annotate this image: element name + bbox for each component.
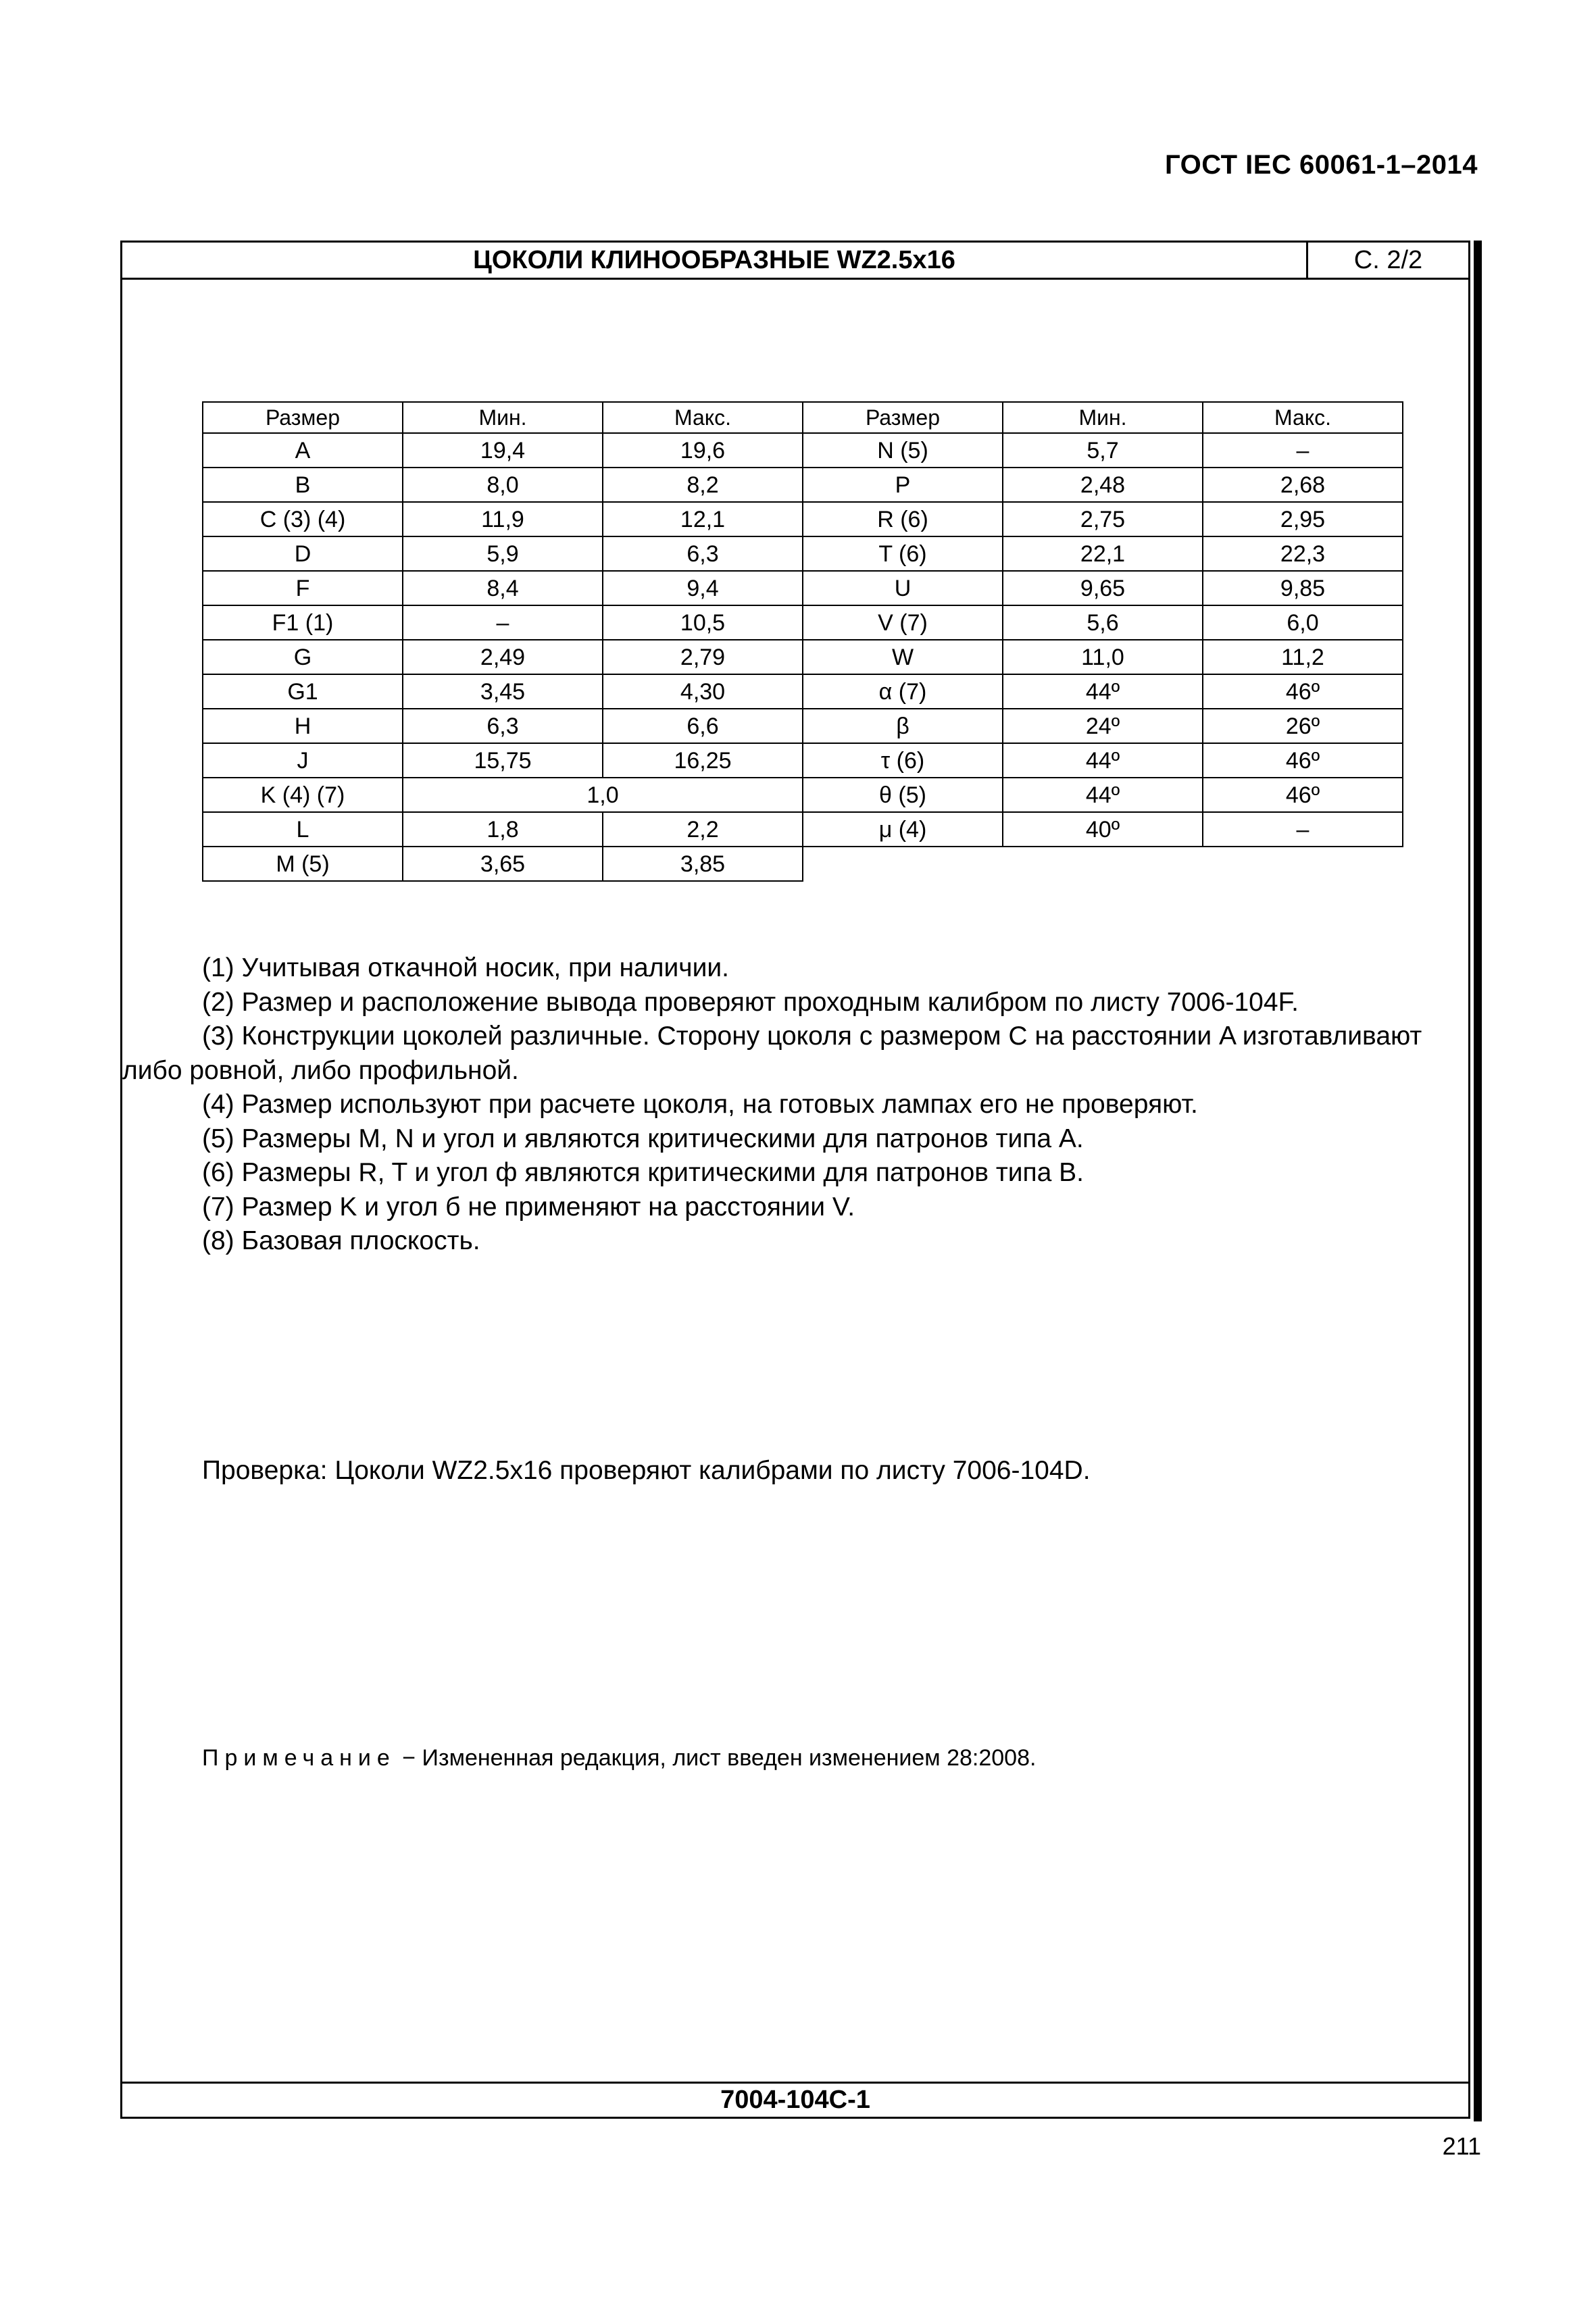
table-cell: 22,1 bbox=[1003, 536, 1203, 571]
table-cell: 46º bbox=[1203, 778, 1403, 812]
column-header: Размер bbox=[803, 402, 1003, 433]
table-cell: 6,0 bbox=[1203, 605, 1403, 640]
table-cell: 11,2 bbox=[1203, 640, 1403, 674]
footnote: (5) Размеры M, N и угол и являются критическими для патронов типа A. bbox=[202, 1124, 1084, 1153]
table-cell bbox=[1203, 847, 1403, 881]
table-cell: 12,1 bbox=[603, 502, 803, 536]
table-row bbox=[203, 571, 1403, 605]
footnote: (3) Конструкции цоколей различные. Сторону цоколя с размером C на расстоянии A изготавливают bbox=[202, 1022, 1422, 1051]
dimensions-table bbox=[202, 401, 1403, 882]
footnote: (1) Учитывая откачной носик, при наличии. bbox=[202, 953, 729, 982]
table-cell: W bbox=[803, 640, 1003, 674]
table-cell: 6,3 bbox=[603, 536, 803, 571]
table-row bbox=[203, 536, 1403, 571]
column-header: Макс. bbox=[1203, 402, 1403, 433]
table-row bbox=[203, 743, 1403, 778]
verification-text: Проверка: Цоколи WZ2.5x16 проверяют калибрами по листу 7006-104D. bbox=[202, 1456, 1091, 1485]
table-cell: G bbox=[203, 640, 403, 674]
footnote: (7) Размер K и угол б не применяют на расстоянии V. bbox=[202, 1192, 855, 1222]
table-cell: K (4) (7) bbox=[203, 778, 403, 812]
table-row bbox=[203, 709, 1403, 743]
page-number: 211 bbox=[1442, 2132, 1481, 2160]
table-cell: 22,3 bbox=[1203, 536, 1403, 571]
table-cell: D bbox=[203, 536, 403, 571]
table-cell: A bbox=[203, 433, 403, 468]
table-cell: 19,4 bbox=[403, 433, 603, 468]
table-row bbox=[203, 812, 1403, 847]
table-cell: 2,49 bbox=[403, 640, 603, 674]
remark-text: − Измененная редакция, лист введен изменением 28:2008. bbox=[395, 1745, 1037, 1771]
table-row bbox=[203, 502, 1403, 536]
table-cell: V (7) bbox=[803, 605, 1003, 640]
table-cell: – bbox=[403, 605, 603, 640]
footnote: (4) Размер используют при расчете цоколя, на готовых лампах его не проверяют. bbox=[202, 1090, 1198, 1119]
table-cell: C (3) (4) bbox=[203, 502, 403, 536]
table-cell: P bbox=[803, 468, 1003, 502]
table-cell: 11,0 bbox=[1003, 640, 1203, 674]
table-row bbox=[203, 674, 1403, 709]
remark-label: Примечание bbox=[202, 1745, 396, 1771]
footnotes bbox=[122, 951, 1468, 1259]
table-cell: F1 (1) bbox=[203, 605, 403, 640]
table-cell: – bbox=[1203, 812, 1403, 847]
table-cell: 9,65 bbox=[1003, 571, 1203, 605]
table-cell: 2,95 bbox=[1203, 502, 1403, 536]
table-cell: τ (6) bbox=[803, 743, 1003, 778]
table-cell: 5,9 bbox=[403, 536, 603, 571]
column-header: Макс. bbox=[603, 402, 803, 433]
table-cell: 2,75 bbox=[1003, 502, 1203, 536]
document-code: ГОСТ IEC 60061-1–2014 bbox=[1164, 150, 1478, 180]
table-cell: G1 bbox=[203, 674, 403, 709]
table-header-row bbox=[203, 402, 1403, 433]
table-cell: μ (4) bbox=[803, 812, 1003, 847]
table-cell: 11,9 bbox=[403, 502, 603, 536]
footnote: (8) Базовая плоскость. bbox=[202, 1226, 480, 1255]
sheet-title-row bbox=[122, 243, 1468, 280]
table-cell: 6,6 bbox=[603, 709, 803, 743]
table-cell: L bbox=[203, 812, 403, 847]
table-row bbox=[203, 778, 1403, 812]
table-cell: 2,79 bbox=[603, 640, 803, 674]
sheet-number: 7004-104С-1 bbox=[122, 2082, 1468, 2117]
table-cell: β bbox=[803, 709, 1003, 743]
table-cell: θ (5) bbox=[803, 778, 1003, 812]
footnote: (6) Размеры R, T и угол ф являются критическими для патронов типа B. bbox=[202, 1158, 1084, 1187]
table-cell: U bbox=[803, 571, 1003, 605]
table-cell: 5,6 bbox=[1003, 605, 1203, 640]
table-cell: 2,48 bbox=[1003, 468, 1203, 502]
table-cell: 8,4 bbox=[403, 571, 603, 605]
table-cell: 15,75 bbox=[403, 743, 603, 778]
table-cell: 46º bbox=[1203, 743, 1403, 778]
table-cell: 44º bbox=[1003, 674, 1203, 709]
table-cell bbox=[803, 847, 1003, 881]
table-cell: 5,7 bbox=[1003, 433, 1203, 468]
table-cell: R (6) bbox=[803, 502, 1003, 536]
table-cell: 9,4 bbox=[603, 571, 803, 605]
footnote: (2) Размер и расположение вывода проверяют проходным калибром по листу 7006-104F. bbox=[202, 987, 1299, 1017]
table-row bbox=[203, 605, 1403, 640]
table-row bbox=[203, 468, 1403, 502]
table-cell: 8,2 bbox=[603, 468, 803, 502]
table-cell: T (6) bbox=[803, 536, 1003, 571]
column-header: Мин. bbox=[1003, 402, 1203, 433]
table-cell bbox=[1003, 847, 1203, 881]
table-cell: 3,65 bbox=[403, 847, 603, 881]
table-cell: 19,6 bbox=[603, 433, 803, 468]
table-cell: 46º bbox=[1203, 674, 1403, 709]
table-cell: α (7) bbox=[803, 674, 1003, 709]
table-cell: 9,85 bbox=[1203, 571, 1403, 605]
table-cell: B bbox=[203, 468, 403, 502]
column-header: Мин. bbox=[403, 402, 603, 433]
table-cell: 3,45 bbox=[403, 674, 603, 709]
table-cell: 2,2 bbox=[603, 812, 803, 847]
table-cell: F bbox=[203, 571, 403, 605]
table-cell: M (5) bbox=[203, 847, 403, 881]
column-header: Размер bbox=[203, 402, 403, 433]
sheet-page-indicator: С. 2/2 bbox=[1353, 245, 1423, 274]
remark bbox=[202, 1745, 1036, 1771]
table-row bbox=[203, 433, 1403, 468]
table-cell: 16,25 bbox=[603, 743, 803, 778]
sheet-frame bbox=[120, 241, 1470, 2119]
table-cell: 26º bbox=[1203, 709, 1403, 743]
frame-shadow bbox=[1474, 241, 1482, 2121]
sheet-title: ЦОКОЛИ КЛИНООБРАЗНЫЕ WZ2.5x16 bbox=[122, 243, 1308, 278]
table-cell: 44º bbox=[1003, 743, 1203, 778]
table-row bbox=[203, 847, 1403, 881]
table-row bbox=[203, 640, 1403, 674]
table-cell: N (5) bbox=[803, 433, 1003, 468]
table-cell: 1,0 bbox=[403, 778, 803, 812]
table-cell: 4,30 bbox=[603, 674, 803, 709]
table-cell: 40º bbox=[1003, 812, 1203, 847]
table-cell: J bbox=[203, 743, 403, 778]
table-cell: 6,3 bbox=[403, 709, 603, 743]
table-cell: – bbox=[1203, 433, 1403, 468]
table-cell: 10,5 bbox=[603, 605, 803, 640]
table-cell: 24º bbox=[1003, 709, 1203, 743]
table-cell: H bbox=[203, 709, 403, 743]
table-cell: 2,68 bbox=[1203, 468, 1403, 502]
table-cell: 8,0 bbox=[403, 468, 603, 502]
table-cell: 3,85 bbox=[603, 847, 803, 881]
footnote-continuation: либо ровной, либо профильной. bbox=[122, 1055, 519, 1085]
table-cell: 44º bbox=[1003, 778, 1203, 812]
table-cell: 1,8 bbox=[403, 812, 603, 847]
